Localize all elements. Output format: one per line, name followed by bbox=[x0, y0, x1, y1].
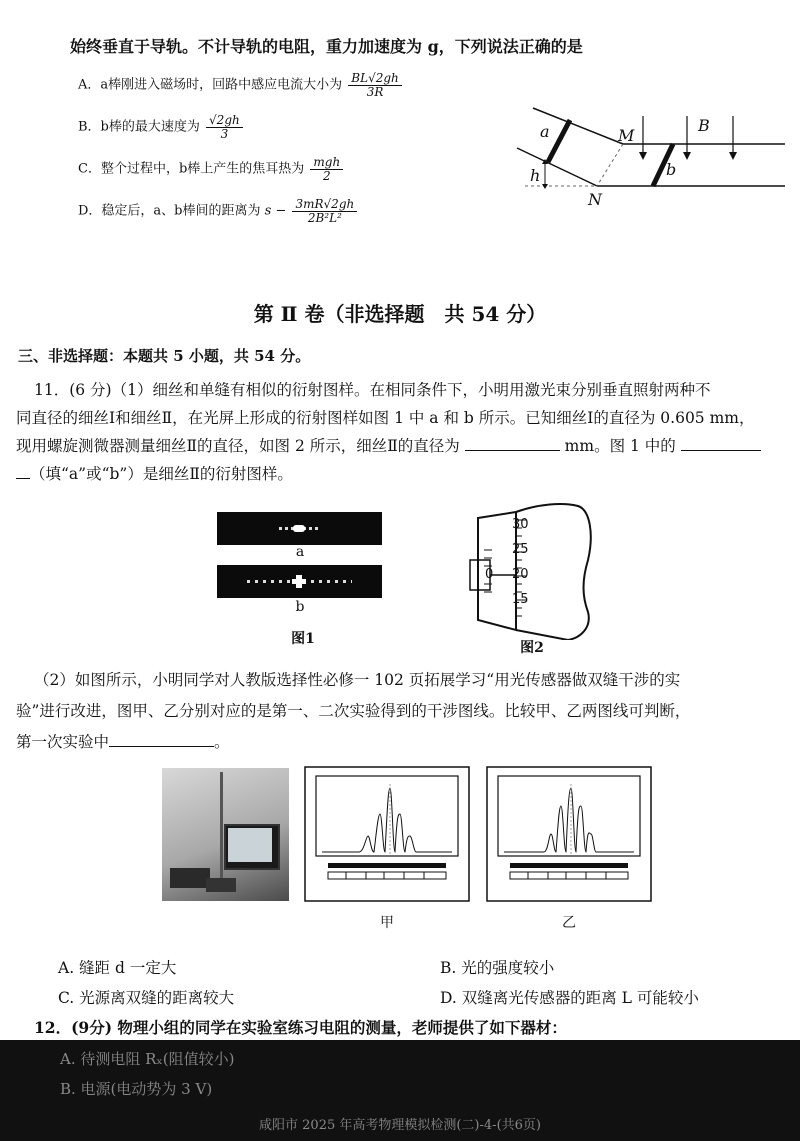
q11-line4: （填“a”或“b”）是细丝Ⅱ的衍射图样。 bbox=[16, 462, 293, 484]
q11-part2-line2: 验”进行改进，图甲、乙分别对应的是第一、二次实验得到的干涉图线。比较甲、乙两图线可判断， bbox=[16, 702, 691, 720]
interference-graph-jia bbox=[304, 766, 470, 902]
answer-blank-pattern-2[interactable] bbox=[16, 464, 30, 479]
diffraction-pattern-b bbox=[217, 565, 382, 598]
diffraction-pattern-a bbox=[217, 512, 382, 545]
rail-label-b: b bbox=[666, 160, 677, 179]
micrometer-scale bbox=[512, 512, 529, 612]
micrometer-zero: 0 bbox=[485, 567, 494, 582]
q11-part2-line1: （2）如图所示，小明同学对人教版选择性必修一 102 页拓展学习“用光传感器做双缝干涉的实 bbox=[34, 671, 681, 689]
answer-blank-pattern-1[interactable] bbox=[681, 436, 761, 451]
q11-line1: 11．(6 分)（1）细丝和单缝有相似的衍射图样。在相同条件下，小明用激光束分别垂直照射两种不 bbox=[34, 381, 711, 399]
fig1-caption: 图1 bbox=[291, 631, 315, 647]
q12-item-a: A. 待测电阻 Rₓ(阻值较小) bbox=[60, 1050, 235, 1068]
q10-option-b: B．b棒的最大速度为 $\frac{√2gh}{3}$ bbox=[78, 114, 243, 140]
q11-option-b: B. 光的强度较小 bbox=[440, 959, 555, 977]
fig2-caption: 图2 bbox=[520, 640, 544, 656]
q10-stem: 始终垂直于导轨。不计导轨的电阻，重力加速度为 g，下列说法正确的是 bbox=[70, 37, 583, 56]
rail-label-B: B bbox=[698, 116, 710, 135]
rail-label-a: a bbox=[540, 122, 550, 141]
rail-figure bbox=[505, 100, 795, 215]
micrometer-tick: 30 bbox=[512, 517, 529, 532]
rail-label-M: M bbox=[618, 126, 635, 145]
q11-option-a: A. 缝距 d 一定大 bbox=[58, 959, 177, 977]
fig1-label-b: b bbox=[295, 599, 305, 615]
rail-label-N: N bbox=[588, 190, 602, 209]
q11-option-c: C. 光源离双缝的距离较大 bbox=[58, 989, 235, 1007]
page-footer: 咸阳市 2025 年高考物理模拟检测(二)-4-(共6页) bbox=[259, 1118, 541, 1133]
micrometer-tick: 20 bbox=[512, 567, 529, 582]
section-title: 第 Ⅱ 卷（非选择题 共 54 分） bbox=[253, 302, 547, 326]
caption-yi: 乙 bbox=[562, 915, 576, 931]
q12-line1: 12．(9分) 物理小组的同学在实验室练习电阻的测量，老师提供了如下器材： bbox=[34, 1018, 567, 1037]
micrometer-tick: 15 bbox=[512, 592, 529, 607]
interference-graph-yi bbox=[486, 766, 652, 902]
answer-blank-experiment[interactable] bbox=[109, 732, 214, 747]
rail-label-h: h bbox=[530, 166, 541, 185]
apparatus-photo bbox=[162, 768, 289, 901]
answer-blank-diameter[interactable] bbox=[465, 436, 560, 451]
q10-option-d: D．稳定后，a、b棒间的距离为 s − $\frac{3mR√2gh}{\text{2B²L²}}$ bbox=[78, 198, 357, 224]
q11-line3: 现用螺旋测微器测量细丝Ⅱ的直径，如图 2 所示，细丝Ⅱ的直径为 mm。图 1 中的 bbox=[16, 434, 761, 456]
q10-option-a: A．a棒刚进入磁场时，回路中感应电流大小为 $\frac{BL√2gh}{3R}$ bbox=[78, 72, 402, 98]
caption-jia: 甲 bbox=[380, 915, 394, 931]
fig1-label-a: a bbox=[295, 544, 305, 560]
q10-option-c: C．整个过程中，b棒上产生的焦耳热为 $\frac{\text{mgh}}{2}$ bbox=[78, 156, 343, 182]
q11-option-d: D. 双缝离光传感器的距离 L 可能较小 bbox=[440, 989, 699, 1007]
micrometer-tick: 25 bbox=[512, 542, 529, 557]
q12-item-b: B. 电源(电动势为 3 V) bbox=[60, 1080, 213, 1098]
section-subtitle: 三、非选择题：本题共 5 小题，共 54 分。 bbox=[18, 347, 311, 365]
q11-part2-line3: 第一次实验中 。 bbox=[16, 733, 230, 751]
q11-line2: 同直径的细丝Ⅰ和细丝Ⅱ，在光屏上形成的衍射图样如图 1 中 a 和 b 所示。已知细丝Ⅰ的直径为 0.605 mm， bbox=[16, 409, 755, 427]
